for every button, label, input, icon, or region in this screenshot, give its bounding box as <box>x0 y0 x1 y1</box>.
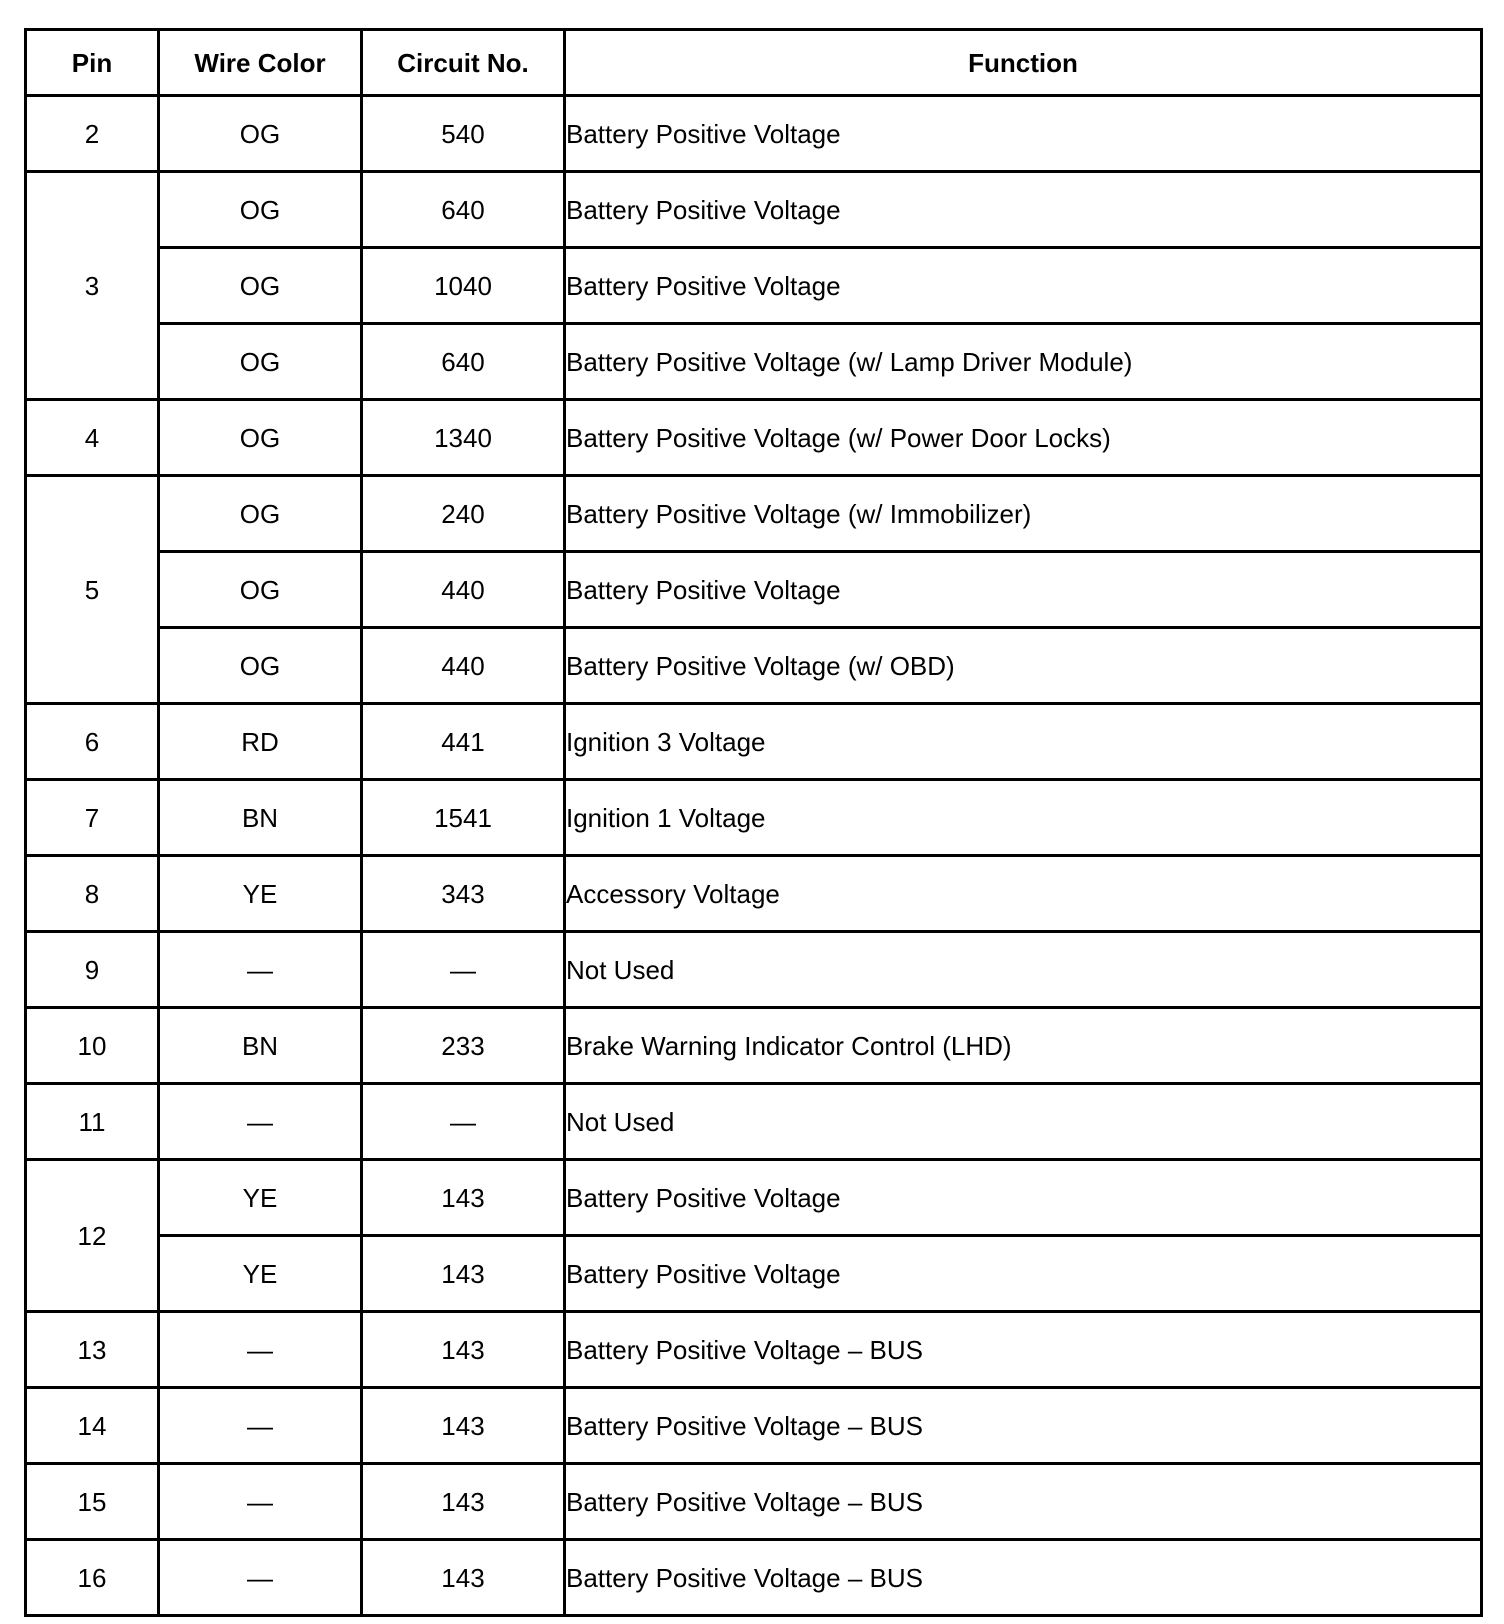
function-cell: Battery Positive Voltage (w/ Power Door Locks) <box>565 400 1482 476</box>
pin-cell: 12 <box>26 1160 159 1312</box>
function-cell: Brake Warning Indicator Control (LHD) <box>565 1008 1482 1084</box>
wire-color-cell: — <box>159 1084 362 1160</box>
wire-color-cell: — <box>159 1464 362 1540</box>
circuit-number-cell: 143 <box>362 1388 565 1464</box>
pin-cell: 10 <box>26 1008 159 1084</box>
pin-cell: 5 <box>26 476 159 704</box>
table-row <box>26 248 1482 324</box>
function-cell: Not Used <box>565 1084 1482 1160</box>
pin-cell: 2 <box>26 96 159 172</box>
function-cell: Battery Positive Voltage – BUS <box>565 1388 1482 1464</box>
circuit-number-cell: 143 <box>362 1236 565 1312</box>
circuit-number-cell: 440 <box>362 628 565 704</box>
table-row <box>26 628 1482 704</box>
pin-cell: 8 <box>26 856 159 932</box>
wire-color-cell: — <box>159 1388 362 1464</box>
pin-cell: 6 <box>26 704 159 780</box>
wire-color-cell: YE <box>159 856 362 932</box>
circuit-number-cell: 540 <box>362 96 565 172</box>
wire-color-cell: YE <box>159 1236 362 1312</box>
function-cell: Battery Positive Voltage – BUS <box>565 1540 1482 1616</box>
circuit-number-cell: — <box>362 932 565 1008</box>
table-row <box>26 1160 1482 1236</box>
pin-cell: 7 <box>26 780 159 856</box>
circuit-number-cell: 143 <box>362 1312 565 1388</box>
table-row <box>26 1464 1482 1540</box>
wire-color-cell: OG <box>159 172 362 248</box>
circuit-number-cell: 440 <box>362 552 565 628</box>
wire-color-cell: OG <box>159 324 362 400</box>
circuit-number-cell: 441 <box>362 704 565 780</box>
header-wire-color: Wire Color <box>159 30 362 96</box>
table-row <box>26 1540 1482 1616</box>
wire-color-cell: OG <box>159 628 362 704</box>
table-row <box>26 856 1482 932</box>
header-circuit-no: Circuit No. <box>362 30 565 96</box>
header-pin: Pin <box>26 30 159 96</box>
function-cell: Battery Positive Voltage <box>565 1236 1482 1312</box>
wire-color-cell: — <box>159 932 362 1008</box>
table-row <box>26 1084 1482 1160</box>
pin-cell: 14 <box>26 1388 159 1464</box>
table-row <box>26 1236 1482 1312</box>
pin-cell: 3 <box>26 172 159 400</box>
circuit-number-cell: 1340 <box>362 400 565 476</box>
wire-color-cell: — <box>159 1312 362 1388</box>
function-cell: Ignition 1 Voltage <box>565 780 1482 856</box>
wire-color-cell: — <box>159 1540 362 1616</box>
table-row <box>26 96 1482 172</box>
function-cell: Battery Positive Voltage <box>565 1160 1482 1236</box>
table-row <box>26 1388 1482 1464</box>
table-row <box>26 1312 1482 1388</box>
table-header-row <box>26 30 1482 96</box>
circuit-number-cell: 1541 <box>362 780 565 856</box>
circuit-number-cell: 233 <box>362 1008 565 1084</box>
wire-color-cell: OG <box>159 96 362 172</box>
wire-color-cell: BN <box>159 1008 362 1084</box>
function-cell: Not Used <box>565 932 1482 1008</box>
wire-color-cell: OG <box>159 476 362 552</box>
pin-cell: 4 <box>26 400 159 476</box>
pin-cell: 9 <box>26 932 159 1008</box>
pin-cell: 13 <box>26 1312 159 1388</box>
function-cell: Battery Positive Voltage (w/ Immobilizer) <box>565 476 1482 552</box>
pin-cell: 11 <box>26 1084 159 1160</box>
function-cell: Battery Positive Voltage – BUS <box>565 1464 1482 1540</box>
table-row <box>26 780 1482 856</box>
function-cell: Ignition 3 Voltage <box>565 704 1482 780</box>
circuit-number-cell: 640 <box>362 324 565 400</box>
table-row <box>26 172 1482 248</box>
function-cell: Battery Positive Voltage <box>565 96 1482 172</box>
table-row <box>26 552 1482 628</box>
circuit-number-cell: 240 <box>362 476 565 552</box>
wire-color-cell: RD <box>159 704 362 780</box>
circuit-number-cell: 640 <box>362 172 565 248</box>
circuit-number-cell: 1040 <box>362 248 565 324</box>
header-function: Function <box>565 30 1482 96</box>
function-cell: Battery Positive Voltage (w/ Lamp Driver Module) <box>565 324 1482 400</box>
function-cell: Battery Positive Voltage (w/ OBD) <box>565 628 1482 704</box>
circuit-number-cell: 143 <box>362 1540 565 1616</box>
wire-color-cell: BN <box>159 780 362 856</box>
wire-color-cell: OG <box>159 552 362 628</box>
circuit-number-cell: 143 <box>362 1464 565 1540</box>
function-cell: Battery Positive Voltage <box>565 172 1482 248</box>
table-row <box>26 704 1482 780</box>
table-row <box>26 324 1482 400</box>
table-row <box>26 1008 1482 1084</box>
circuit-number-cell: — <box>362 1084 565 1160</box>
table-row <box>26 932 1482 1008</box>
table-row <box>26 476 1482 552</box>
circuit-number-cell: 143 <box>362 1160 565 1236</box>
function-cell: Battery Positive Voltage – BUS <box>565 1312 1482 1388</box>
wire-color-cell: OG <box>159 248 362 324</box>
circuit-number-cell: 343 <box>362 856 565 932</box>
function-cell: Battery Positive Voltage <box>565 248 1482 324</box>
pin-cell: 15 <box>26 1464 159 1540</box>
pin-cell: 16 <box>26 1540 159 1616</box>
wire-color-cell: YE <box>159 1160 362 1236</box>
function-cell: Accessory Voltage <box>565 856 1482 932</box>
table-row <box>26 400 1482 476</box>
table-body <box>26 96 1482 1616</box>
wire-color-cell: OG <box>159 400 362 476</box>
connector-pinout-table <box>24 28 1483 1617</box>
function-cell: Battery Positive Voltage <box>565 552 1482 628</box>
